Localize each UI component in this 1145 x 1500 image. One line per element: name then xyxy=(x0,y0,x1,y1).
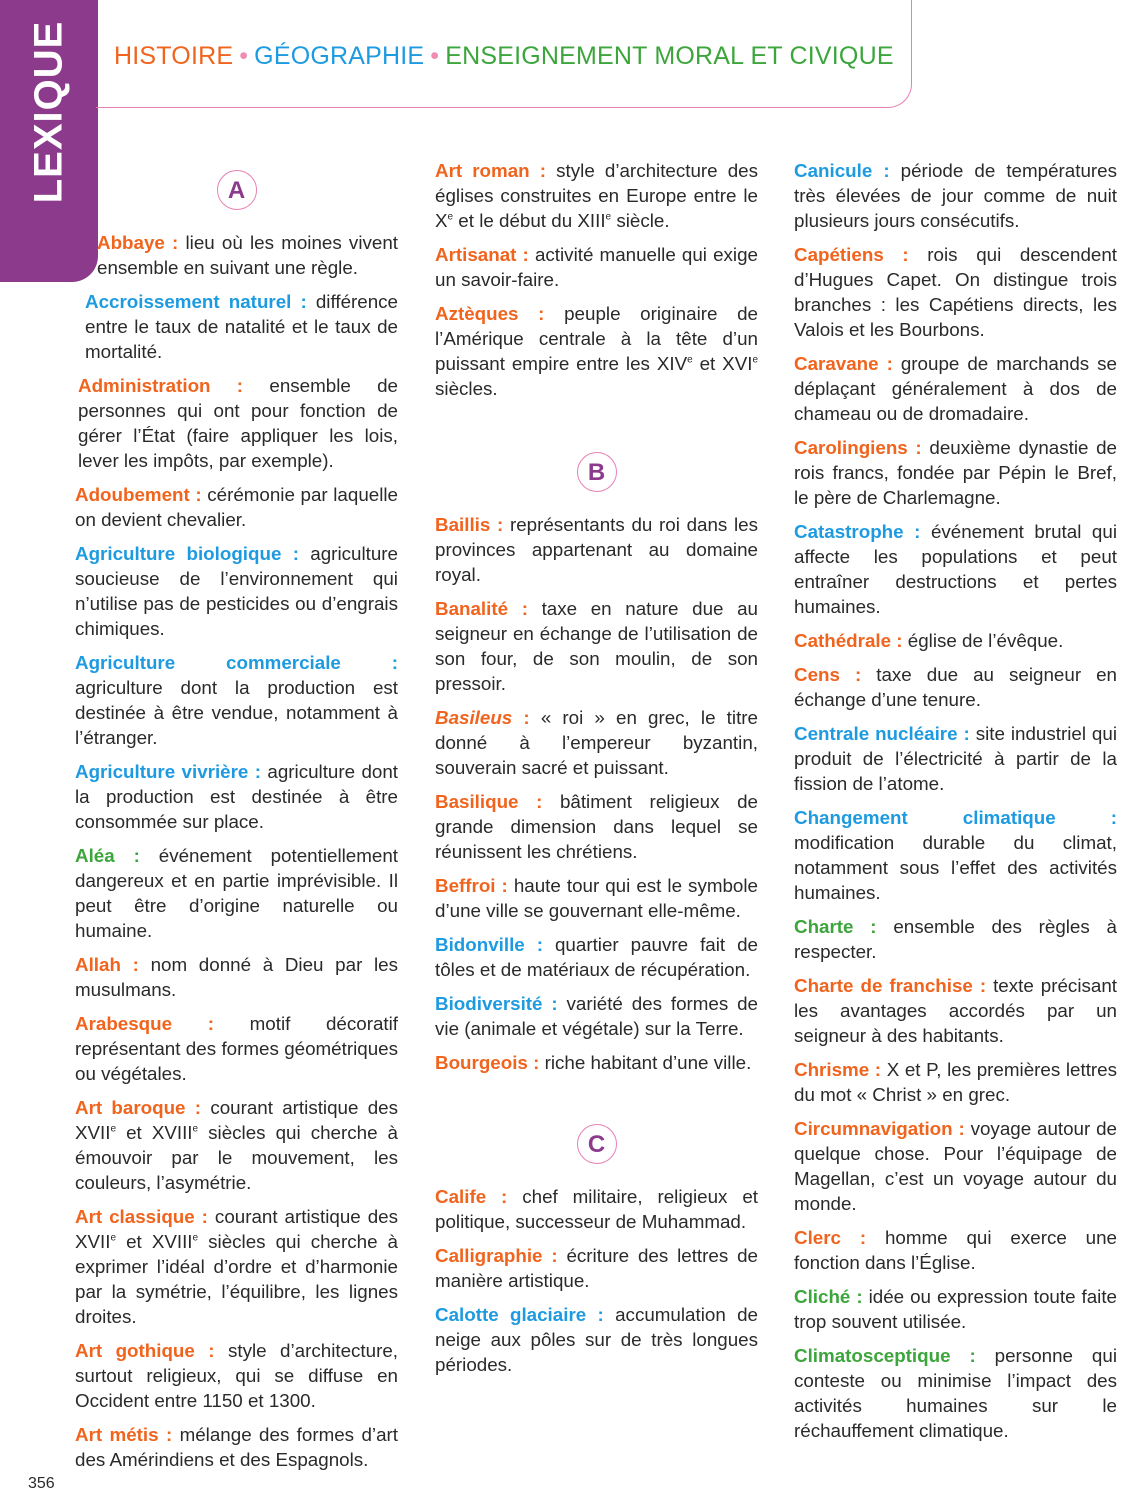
glossary-entry xyxy=(75,373,398,473)
glossary-entry xyxy=(75,230,398,280)
glossary-entry xyxy=(794,351,1117,426)
letter-heading-a xyxy=(75,158,398,230)
glossary-definition: ensemble de personnes qui ont pour fonction de gérer l’État (faire appliquer les lois, lever les impôts, par exemple). xyxy=(78,375,398,471)
glossary-term: Bidonville : xyxy=(435,934,543,955)
glossary-term: Abbaye : xyxy=(97,232,179,253)
header-emc: ENSEIGNEMENT MORAL ET CIVIQUE xyxy=(445,42,894,70)
glossary-definition: riche habitant d’une ville. xyxy=(544,1052,752,1073)
glossary-entry xyxy=(794,158,1117,233)
glossary-definition: peuple originaire de l’Amérique centrale à la tête d’un puissant empire entre les XIVe et XVIe siècles. xyxy=(435,303,759,399)
glossary-column-1 xyxy=(75,158,398,1481)
glossary-definition: idée ou expression toute faite trop souvent utilisée. xyxy=(794,1286,1118,1332)
glossary-term: Banalité : xyxy=(435,598,528,619)
glossary-entry xyxy=(435,512,758,587)
glossary-definition: homme qui exerce une fonction dans l’Église. xyxy=(794,1227,1117,1273)
glossary-definition: écriture des lettres de manière artistique. xyxy=(435,1245,758,1291)
glossary-definition: ensemble des règles à respecter. xyxy=(794,916,1118,962)
glossary-entry xyxy=(794,242,1117,342)
glossary-term: Aztèques : xyxy=(435,303,545,324)
glossary-term: Agriculture commerciale : xyxy=(75,652,398,673)
glossary-entry xyxy=(794,973,1117,1048)
glossary-definition: cérémonie par laquelle on devient chevalier. xyxy=(75,484,399,530)
glossary-entry xyxy=(435,932,758,982)
glossary-definition: variété des formes de vie (animale et végétale) sur la Terre. xyxy=(435,993,758,1039)
glossary-term: Art roman : xyxy=(435,160,547,181)
glossary-term: Art classique : xyxy=(75,1206,208,1227)
glossary-term: Administration : xyxy=(78,375,244,396)
glossary-entry xyxy=(794,805,1117,905)
glossary-term: Charte de franchise : xyxy=(794,975,987,996)
glossary-term: Charte : xyxy=(794,916,877,937)
glossary-entry xyxy=(794,1284,1117,1334)
glossary-entry xyxy=(435,158,758,233)
glossary-definition: événement brutal qui affecte les populations et peut entraîner destructions et pertes humaines. xyxy=(794,521,1117,617)
letter-heading-b xyxy=(435,440,758,512)
glossary-definition: deuxième dynastie de rois francs, fondée par Pépin le Bref, le père de Charlemagne. xyxy=(794,437,1118,508)
glossary-term: Circumnavigation : xyxy=(794,1118,965,1139)
glossary-definition: agriculture dont la production est destinée à être vendue, notamment à l’étranger. xyxy=(75,677,398,748)
glossary-term: Aléa : xyxy=(75,845,140,866)
glossary-term: Calotte glaciaire : xyxy=(435,1304,604,1325)
glossary-term-colon: : xyxy=(512,707,530,728)
glossary-definition: événement potentiellement dangereux et en partie imprévisible. Il peut être d’origine naturelle ou humaine. xyxy=(75,845,398,941)
glossary-entry xyxy=(794,1225,1117,1275)
glossary-term: Cliché : xyxy=(794,1286,863,1307)
glossary-entry xyxy=(75,952,398,1002)
glossary-definition: chef militaire, religieux et politique, successeur de Muhammad. xyxy=(435,1186,758,1232)
glossary-entry xyxy=(75,650,398,750)
glossary-definition: taxe due au seigneur en échange d’une tenure. xyxy=(794,664,1117,710)
glossary-term: Changement climatique : xyxy=(794,807,1117,828)
page-number: 356 xyxy=(28,1475,55,1492)
glossary-definition: voyage autour de quelque chose. Pour l’équipage de Magellan, c’est un voyage autour du monde. xyxy=(794,1118,1117,1214)
letter-heading-c xyxy=(435,1112,758,1184)
glossary-definition: haute tour qui est le symbole d’une ville se gouvernant elle-même. xyxy=(435,875,758,921)
glossary-definition: taxe en nature due au seigneur en échange de l’utilisation de son four, de son moulin, de son pressoir. xyxy=(435,598,758,694)
glossary-definition: accumulation de neige aux pôles sur de très longues périodes. xyxy=(435,1304,758,1375)
glossary-definition: mélange des formes d’art des Amérindiens et des Espagnols. xyxy=(75,1424,398,1470)
glossary-entry xyxy=(435,1050,758,1075)
glossary-entry xyxy=(435,1302,758,1377)
glossary-definition: quartier pauvre fait de tôles et de matériaux de récupération. xyxy=(435,934,758,980)
letter-badge: C xyxy=(577,1124,617,1164)
glossary-term: Artisanat : xyxy=(435,244,529,265)
letter-badge: B xyxy=(577,452,617,492)
glossary-term: Caravane : xyxy=(794,353,893,374)
glossary-term: Accroissement naturel : xyxy=(85,291,307,312)
glossary-definition: agriculture soucieuse de l’environnement qui n’utilise pas de pesticides ou d’engrais chimiques. xyxy=(75,543,398,639)
glossary-term: Art baroque : xyxy=(75,1097,202,1118)
glossary-definition: site industriel qui produit de l’électricité à partir de la fission de l’atome. xyxy=(794,723,1117,794)
glossary-entry xyxy=(435,301,758,401)
glossary-term: Carolingiens : xyxy=(794,437,922,458)
glossary-term: Cens : xyxy=(794,664,862,685)
glossary-entry xyxy=(75,1338,398,1413)
glossary-term: Clerc : xyxy=(794,1227,867,1248)
header-separator: • xyxy=(239,42,249,70)
glossary-definition: style d’architecture des églises construites en Europe entre le Xe et le début du XIIIe siècle. xyxy=(435,160,759,231)
glossary-entry xyxy=(75,1011,398,1086)
glossary-entry xyxy=(794,662,1117,712)
glossary-term: Cathédrale : xyxy=(794,630,903,651)
page-title xyxy=(114,42,894,71)
letter-badge: A xyxy=(217,170,257,210)
glossary-definition: nom donné à Dieu par les musulmans. xyxy=(75,954,399,1000)
glossary-entry xyxy=(794,519,1117,619)
glossary-definition: période de températures très élevées de jour comme de nuit plusieurs jours consécutifs. xyxy=(794,160,1117,231)
glossary-entry xyxy=(75,1095,398,1195)
glossary-definition: église de l’évêque. xyxy=(907,630,1064,651)
glossary-entry xyxy=(75,843,398,943)
header-separator: • xyxy=(430,42,440,70)
glossary-entry xyxy=(75,482,398,532)
glossary-definition: agriculture dont la production est destinée à être consommée sur place. xyxy=(75,761,398,832)
glossary-definition: courant artistique des XVIIe et XVIIIe siècles qui cherche à émouvoir par le mouvement, les couleurs, l’asymétrie. xyxy=(75,1097,399,1193)
glossary-entry xyxy=(75,1204,398,1329)
glossary-entry xyxy=(794,914,1117,964)
lexique-label: LEXIQUE xyxy=(26,20,71,204)
glossary-entry xyxy=(75,289,398,364)
glossary-term: Agriculture biologique : xyxy=(75,543,299,564)
glossary-entry xyxy=(435,596,758,696)
glossary-entry xyxy=(75,759,398,834)
glossary-entry xyxy=(75,1422,398,1472)
glossary-term: Chrisme : xyxy=(794,1059,882,1080)
glossary-definition: « roi » en grec, le titre donné à l’empereur byzantin, souverain sacré et puissant. xyxy=(435,707,758,778)
glossary-entry xyxy=(435,242,758,292)
glossary-definition: groupe de marchands se déplaçant généralement à dos de chameau ou de dromadaire. xyxy=(794,353,1117,424)
glossary-definition: texte précisant les avantages accordés par un seigneur à des habitants. xyxy=(794,975,1117,1046)
glossary-term: Adoubement : xyxy=(75,484,202,505)
glossary-definition: motif décoratif représentant des formes géométriques ou végétales. xyxy=(75,1013,399,1084)
glossary-term: Art métis : xyxy=(75,1424,173,1445)
glossary-term: Bourgeois : xyxy=(435,1052,540,1073)
glossary-entry xyxy=(75,541,398,641)
glossary-term: Baillis : xyxy=(435,514,504,535)
glossary-definition: personne qui conteste ou minimise l’impact des activités humaines sur le réchauffement climatique. xyxy=(794,1345,1117,1441)
glossary-term: Art gothique : xyxy=(75,1340,215,1361)
glossary-entry xyxy=(435,1184,758,1234)
glossary-term: Calligraphie : xyxy=(435,1245,558,1266)
glossary-term: Arabesque : xyxy=(75,1013,214,1034)
glossary-entry xyxy=(794,1343,1117,1443)
glossary-column-2 xyxy=(435,158,758,1386)
glossary-definition: style d’architecture, surtout religieux, qui se diffuse en Occident entre 1150 et 1300. xyxy=(75,1340,398,1411)
glossary-entry xyxy=(435,1243,758,1293)
glossary-term: Centrale nucléaire : xyxy=(794,723,970,744)
glossary-term: Climatosceptique : xyxy=(794,1345,976,1366)
glossary-term: Basilique : xyxy=(435,791,543,812)
glossary-entry xyxy=(794,1116,1117,1216)
glossary-definition: rois qui descendent d’Hugues Capet. On distingue trois branches : les Capétiens directs, les Valois et les Bourbons. xyxy=(794,244,1118,340)
glossary-entry xyxy=(794,628,1117,653)
glossary-definition: différence entre le taux de natalité et le taux de mortalité. xyxy=(85,291,398,362)
glossary-definition: X et P, les premières lettres du mot « Christ » en grec. xyxy=(794,1059,1118,1105)
glossary-term: Basileus xyxy=(435,707,513,728)
glossary-term: Agriculture vivrière : xyxy=(75,761,262,782)
glossary-term: Capétiens : xyxy=(794,244,909,265)
glossary-term: Canicule : xyxy=(794,160,890,181)
glossary-entry xyxy=(435,789,758,864)
glossary-entry xyxy=(435,705,758,780)
glossary-term: Allah : xyxy=(75,954,139,975)
glossary-definition: activité manuelle qui exige un savoir-faire. xyxy=(435,244,758,290)
glossary-term: Beffroi : xyxy=(435,875,508,896)
glossary-entry xyxy=(435,991,758,1041)
header-histoire: HISTOIRE xyxy=(114,42,234,70)
glossary-term: Calife : xyxy=(435,1186,508,1207)
glossary-definition: bâtiment religieux de grande dimension dans lequel se réunissent les chrétiens. xyxy=(435,791,758,862)
glossary-definition: lieu où les moines vivent ensemble en suivant une règle. xyxy=(97,232,398,278)
glossary-entry xyxy=(794,1057,1117,1107)
glossary-definition: courant artistique des XVIIe et XVIIIe siècles qui cherche à exprimer l’idéal d’ordre et d’harmonie par la symétrie, l’équilibre, les lignes droites. xyxy=(75,1206,399,1327)
glossary-entry xyxy=(794,435,1117,510)
glossary-term: Biodiversité : xyxy=(435,993,558,1014)
glossary-term: Catastrophe : xyxy=(794,521,921,542)
glossary-entry xyxy=(794,721,1117,796)
glossary-entry xyxy=(435,873,758,923)
glossary-definition: modification durable du climat, notamment sous l’effet des activités humaines. xyxy=(794,832,1117,903)
glossary-definition: représentants du roi dans les provinces appartenant au domaine royal. xyxy=(435,514,758,585)
glossary-column-3 xyxy=(794,158,1117,1452)
header-geographie: GÉOGRAPHIE xyxy=(254,42,425,70)
